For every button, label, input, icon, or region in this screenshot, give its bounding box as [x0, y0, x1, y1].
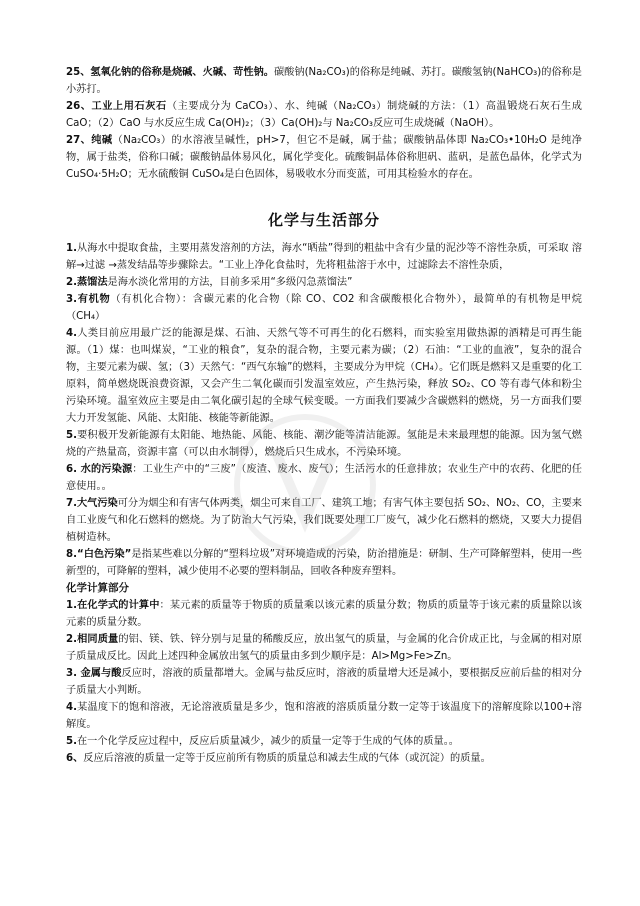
calc-item-lead: 4.: [66, 702, 77, 713]
life-item-lead: 8.“白色污染”: [66, 549, 132, 560]
calc-item-text: 反应后溶液的质量一定等于反应前所有物质的质量总和减去生成的气体（或沉淀）的质量。: [83, 753, 491, 764]
top-item-lead: 27、纯碱: [66, 135, 113, 146]
life-item-text: 要积极开发新能源有太阳能、地热能、风能、核能、潮汐能等清洁能源。氢能是未来最理想的能源。因为氢气燃烧的产热量高，资源丰富（可以由水制得），燃烧后只生成水，不污染环境。: [66, 430, 582, 458]
calc-item: [66, 750, 582, 767]
calc-item: [66, 631, 582, 665]
calc-item-text: 反应时，溶液的质量都增大。金属与盐反应时，溶液的质量增大还是减小，要根据反应前后盐的相对分子质量大小判断。: [66, 668, 582, 696]
life-item-lead: 5.: [66, 430, 77, 441]
section-calc-items: [66, 597, 582, 767]
life-item: [66, 291, 582, 325]
life-item-text: ：工业生产中的“三废”（废渣、废水、废气）；生活污水的任意排放；农业生产中的农药、化肥的任意使用。。: [66, 464, 582, 492]
calc-item: [66, 699, 582, 733]
calc-item-lead: 1.在化学式的计算中: [66, 600, 160, 611]
calc-item-text: 某温度下的饱和溶液，无论溶液质量是多少，饱和溶液的溶质质量分数一定等于该温度下的溶解度除以100+溶解度。: [66, 702, 582, 730]
life-item: [66, 461, 582, 495]
calc-item-text: 在一个化学反应过程中，反应后质量减少，减少的质量一定等于生成的气体的质量。。: [76, 736, 459, 747]
life-item-lead: 1.: [66, 243, 77, 254]
life-item-lead: 4.: [66, 328, 77, 339]
top-item-lead: 26、工业上用石灰石: [66, 101, 167, 112]
calc-item-lead: 2.相同质量: [66, 634, 119, 645]
calc-item-lead: 3. 金属与酸: [66, 668, 122, 679]
life-item-lead: 3.有机物: [66, 294, 111, 305]
life-item: [66, 274, 582, 291]
section-life-items: [66, 240, 582, 580]
top-item: [66, 64, 582, 98]
top-item-lead: 25、氢氧化钠的俗称是烧碱、火碱、苛性钠。: [66, 67, 274, 78]
life-item: [66, 325, 582, 427]
calc-item: [66, 597, 582, 631]
top-item-text: 碳酸钠(Na₂CO₃)的俗称是纯碱、苏打。碳酸氢钠(NaHCO₃)的俗称是小苏打。: [66, 67, 582, 95]
life-item-text: 人类目前应用最广泛的能源是煤、石油、天然气等不可再生的化石燃料，而实验室用做热源的酒精是可再生能源。（1）煤：也叫煤炭，“工业的粮食”，复杂的混合物，主要元素为碳；（2）石油：“工业的血液”，复杂的混合物，主要元素为碳、氢；（3）天然气：“西气东输”的燃料，主要成分为甲烷（CH₄）。它们既是燃料又是重要的化工原料，简单燃烧既浪费资源，又会产生二氧化碳而引发温室效应，产生热污染，释放 SO₂、CO 等有毒气体和粉尘污染环境。温室效应主要是由二氧化碳引起的全球气候变暖。一方面我们要减少含碳燃料的燃烧，另一方面我们要大力开发氢能、风能、太阳能、核能等新能源。: [66, 328, 582, 424]
calc-item-lead: 5.: [66, 736, 77, 747]
top-item-text: （主要成分为 CaCO₃）、水、纯碱（Na₂CO₃）制烧碱的方法：（1）高温锻烧石灰石生成 CaO；（2）CaO 与水反应生成 Ca(OH)₂；（3）Ca(OH)₂与 Na₂CO₃反应可生成烧碱（NaOH）。: [66, 101, 582, 129]
calc-item-text: ：某元素的质量等于物质的质量乘以该元素的质量分数；物质的质量等于该元素的质量除以该元素的质量分数。: [66, 600, 582, 628]
calc-title: 化学计算部分: [66, 582, 129, 594]
life-item: [66, 495, 582, 546]
life-item: [66, 240, 582, 274]
life-item-text: 是指某些难以分解的“塑料垃圾”对环境造成的污染，防治措施是：研制、生产可降解塑料，使用一些新型的，可降解的塑料，减少使用不必要的塑料制品，回收各种废弃塑料。: [66, 549, 582, 577]
calc-item: [66, 665, 582, 699]
life-item-text: 可分为烟尘和有害气体两类，烟尘可来自工厂、建筑工地；有害气体主要包括 SO₂、NO₂、CO，主要来自工业废气和化石燃料的燃烧。为了防治大气污染，我们既要处理工厂废气，减少化石燃料的燃烧，又要大力提倡植树造林。: [66, 498, 582, 543]
life-item-lead: 2.蒸馏法: [66, 277, 108, 288]
life-item-text: （有机化合物）：含碳元素的化合物（除 CO、CO2 和含碳酸根化合物外），最简单的有机物是甲烷（CH₄）: [66, 294, 582, 322]
life-item: [66, 546, 582, 580]
calc-item-text: 的铝、镁、铁、锌分别与足量的稀酸反应，放出氢气的质量，与金属的化合价成正比，与金属的相对原子质量成反比。因此上述四种金属放出氢气的质量由多到少顺序是：Al>Mg>Fe>Zn。: [66, 634, 582, 662]
calc-item-lead: 6、: [66, 753, 84, 764]
life-item: [66, 427, 582, 461]
top-item: [66, 132, 582, 183]
life-item-lead: 6. 水的污染源: [66, 464, 133, 475]
top-item-text: （Na₂CO₃）的水溶液呈碱性，pH>7，但它不是碱，属于盐；碳酸钠晶体即 Na₂CO₃•10H₂O 是纯净物，属于盐类，俗称口碱；碳酸钠晶体易风化，属化学变化。硫酸铜晶体俗称胆矾、蓝矾，是蓝色晶体，化学式为 CuSO₄·5H₂O；无水硫酸铜 CuSO₄是白色固体，易吸收水分而变蓝，可用其检验水的存在。: [66, 135, 582, 180]
top-item: [66, 98, 582, 132]
life-item-text: 是海水淡化常用的方法，目前多采用“多级闪急蒸馏法”: [107, 277, 353, 288]
section-top-items: [66, 64, 582, 183]
calc-item: [66, 733, 582, 750]
life-item-text: 从海水中提取食盐，主要用蒸发溶剂的方法，海水“晒盐”得到的粗盐中含有少量的泥沙等不溶性杂质，可采取 溶解→过滤 →蒸发结晶等步骤除去。“工业上净化食盐时，先将粗盐溶于水中，过滤除去不溶性杂质，: [66, 243, 582, 271]
life-item-lead: 7.大气污染: [66, 498, 118, 509]
section-title: 化学与生活部分: [267, 211, 380, 229]
